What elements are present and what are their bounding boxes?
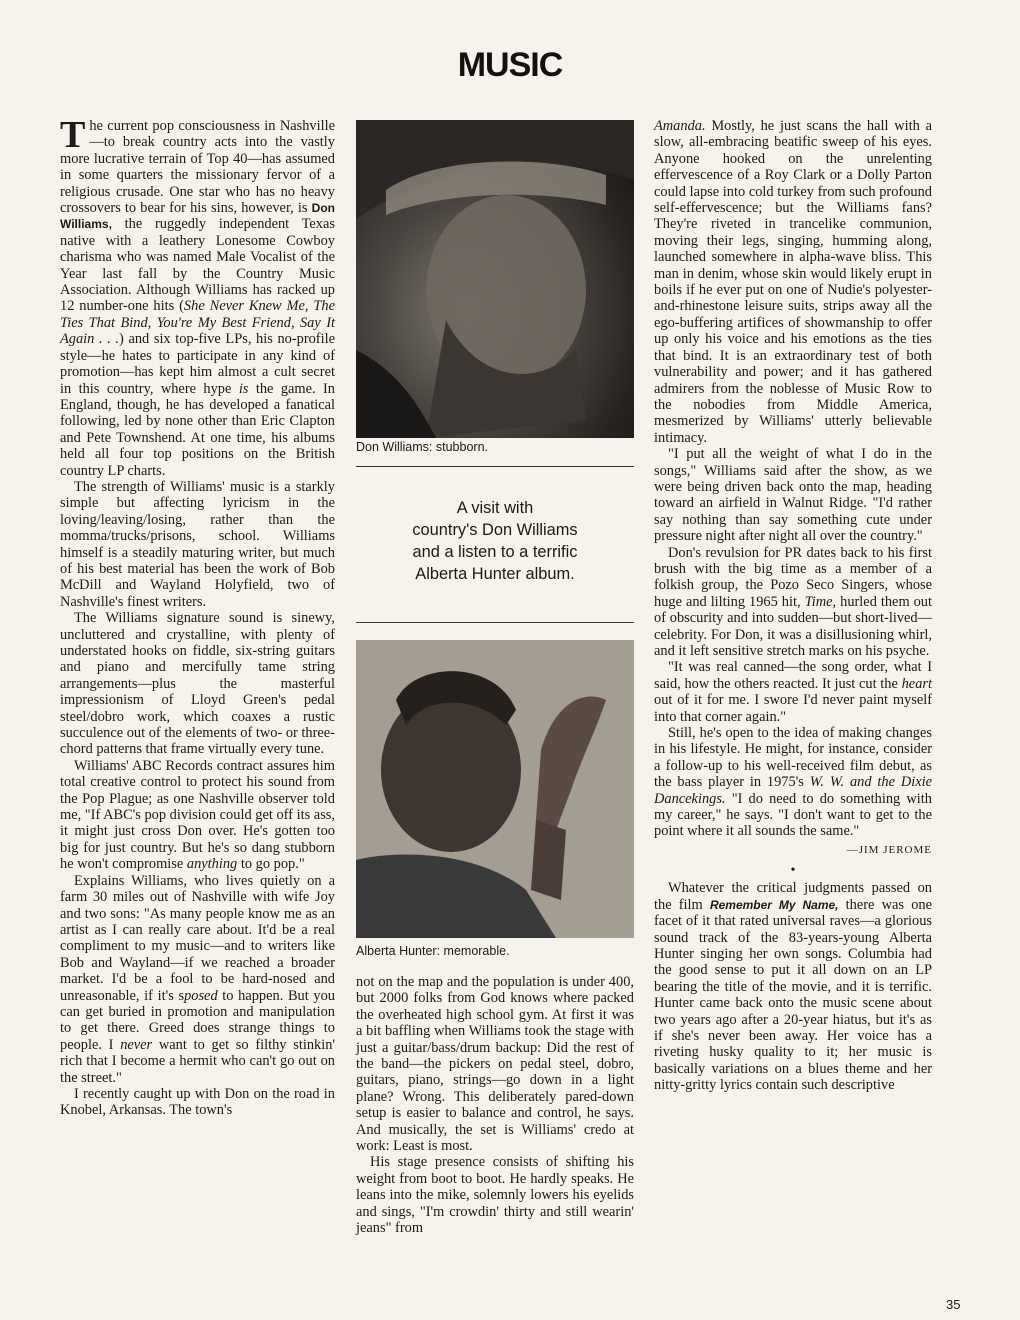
paragraph: "It was real canned—the song order, what I said, how the others reacted. It just cut the heart out of it for me. I swore I'd never paint myself into that corner again." (654, 659, 932, 725)
artist-name: Don Williams, (60, 201, 335, 232)
paragraph: Williams' ABC Records contract assures him total creative control to protect his sound from the Pop Plague; as one Nashville observer told me, "If ABC's pop division could get off its ass, it might just cross Don over. He's gotten too big for just country. But he's so dang stubborn he won't compromise anything to go pop." (60, 757, 335, 873)
photo-caption: Alberta Hunter: memorable. (356, 944, 510, 958)
paragraph: The strength of Williams' music is a starkly simple but affecting lyricism in the loving/leaving/losing, rather than the momma/trucks/prisons, school. Williams himself is a steadily maturing writer, but much of his best material has been the work of Bob McDill and Wayland Holyfield, two of Nashville's finest writers. (60, 478, 335, 610)
paragraph: Don's revulsion for PR dates back to his first brush with the big time as a member of a folkish group, the Pozo Seco Singers, whose huge and lilting 1965 hit, Time, hurled them out of obscurity and into sudden—but short-lived—celebrity. For Don, it was a disillusioning whirl, and it left sensitive stretch marks on his psyche. (654, 544, 932, 659)
divider (356, 622, 634, 623)
author-byline: —JIM JEROME (846, 843, 932, 856)
section-bullet: • (790, 863, 796, 879)
drop-cap: T (60, 114, 86, 156)
paragraph: Whatever the critical judgments passed on the film Remember My Name, there was one facet of it that rated universal raves—a glorious sound track of the 83-years-young Alberta Hunter singing her own songs. Columbia had the good sense to put it all down on an LP bearing the title of the movie, and it is terrific. Hunter came back onto the music scene about two years ago after a 20-year hiatus, but it's as if she's never been away. Her voice has a riveting husky quality to it; her music is basically variations on a blues theme and her nitty-gritty lyrics contain such descriptive (654, 880, 932, 1094)
paragraph: His stage presence consists of shifting his weight from boot to boot. He hardly speaks. He leans into the mike, solemnly lowers his eyelids and sings, "I'm crowdin' thirty and still wearin' jeans" from (356, 1154, 634, 1237)
paragraph: Explains Williams, who lives quietly on a farm 30 miles out of Nashville with wife Joy and two sons: "As many people know me as an artist as I can really care about. It'd be a real compliment to my music—and to writers like Bob and Wayland—if we reached a broader market. I'd be a fool to be hard-nosed and unreasonable, if it's sposed to happen. But you can get buried in promotion and manipulation to get there. Greed does strange things to people. I never want to get so filthy stinkin' rich that I become a hermit who can't go out on the street." (60, 872, 335, 1086)
song-titles: She Never Knew Me, The Ties That Bind, You're My Best Friend, Say It Again . . . (60, 298, 335, 348)
paragraph: The Williams signature sound is sinewy, uncluttered and crystalline, with plenty of understated hooks on fiddle, six-string guitars and piano and mercifully tame string arrangements—plus the masterful impressionism of Lloyd Green's pedal steel/dobro work, which coaxes a rustic succulence out of the elements of two- or three-chord patterns that frame virtually every tune. (60, 610, 335, 758)
paragraph: "I put all the weight of what I do in the songs," Williams said after the show, as we were being driven back onto the map, heading toward an airfield in Walnut Ridge. "I'd rather say nothing than say something cute under pressure night after night all over the country." (654, 446, 932, 545)
portrait-illustration (356, 120, 634, 438)
photo-caption: Don Williams: stubborn. (356, 440, 488, 454)
divider (356, 466, 634, 467)
photo-don-williams (356, 120, 634, 438)
section-title: MUSIC (457, 46, 563, 84)
article-deck: A visit with country's Don Williams and a listen to a terrific Alberta Hunter album. (412, 499, 578, 583)
article-column-3 (654, 118, 932, 1094)
paragraph: Amanda. Mostly, he just scans the hall with a slow, all-embracing beatific sweep of his eyes. Anyone hooked on the unrelenting effervescence of a Roy Clark or a Dolly Parton could lapse into cold turkey from such profound self-effervescence; but the Williams fans? They're riveted in trancelike communion, moving their legs, singing, humming along, launched somewhere in alpha-wave bliss. This man in denim, whose skin would likely erupt in boils if he ever put on one of Nudie's polyester-and-rhinestone leisure suits, strips away all the ego-buffering artifices of showmanship to offer up only his voice and his emotions as the ties that bind. It is an extraordinary test of both vulnerability and power; and it has gathered admirers from the noblesse of Music Row to the nobodies from Middle America, mesmerized by Williams' utterly believable intimacy. (654, 118, 932, 446)
portrait-illustration (356, 640, 634, 938)
article-column-1 (60, 114, 335, 1119)
page-number: 35 (946, 1297, 961, 1312)
film-title: Remember My Name, (709, 897, 839, 912)
paragraph: not on the map and the population is under 400, but 2000 folks from God knows where packed the overheated high school gym. At first it was a bit baffling when Williams took the stage with just a guitar/bass/drum backup: Did the rest of the band—the pickers on pedal steel, dobro, guitars, piano, strings—go down in a light plane? Wrong. This deliberately pared-down setup is easier to balance and control, he says. And musically, the set is Williams' credo at work: Least is most. (356, 974, 634, 1155)
photo-alberta-hunter (356, 640, 634, 938)
article-column-2 (356, 974, 634, 1237)
paragraph: Still, he's open to the idea of making changes in his lifestyle. He might, for instance, consider a follow-up to his well-received film debut, as the bass player in 1975's W. W. and the Dixie Dancekings. "I do need to do something with my career," he says. "I don't want to get to the point where it all sounds the same." (654, 725, 932, 840)
paragraph: The current pop consciousness in Nashville—to break country acts into the vastly more lucrative terrain of Top 40—has assumed in some quarters the missionary fervor of a religious crusade. One star who has no heavy crossovers to bear for his sins, however, is Don Williams, the ruggedly independent Texas native with a leathery Lonesome Cowboy charisma who was named Male Vocalist of the Year last fall by the Country Music Association. Although Williams has racked up 12 number-one hits (She Never Knew Me, The Ties That Bind, You're My Best Friend, Say It Again . . .) and six top-five LPs, his no-profile style—he hates to participate in any kind of promotion—has kept him almost a cult secret in this country, where hype is the game. In England, though, he has developed a fanatical following, led by none other than Eric Clapton and Pete Townshend. At one time, his albums held all four top positions on the British country LP charts. (60, 114, 335, 479)
paragraph: I recently caught up with Don on the road in Knobel, Arkansas. The town's (60, 1085, 335, 1119)
